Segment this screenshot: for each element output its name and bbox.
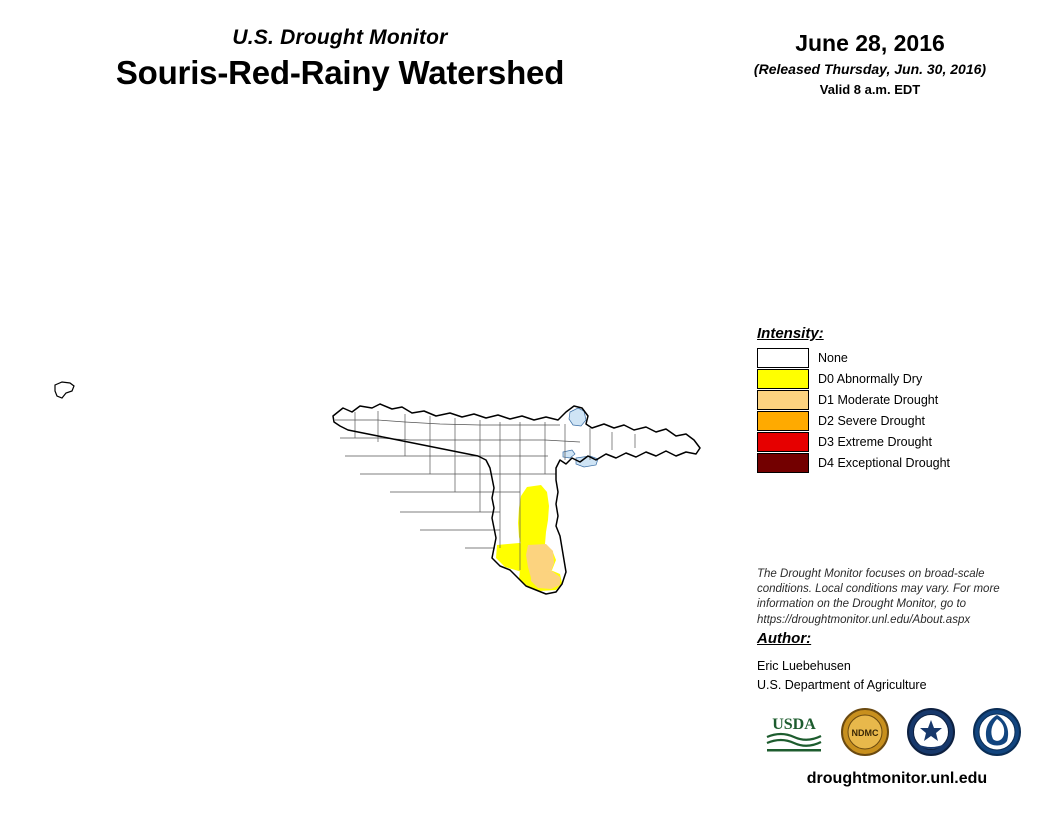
usdc-logo xyxy=(905,707,957,757)
legend-note: The Drought Monitor focuses on broad-scale conditions. Local conditions may vary. For more information on the Drought Monitor, go to https://droughtmonitor.unl.edu/About.aspx xyxy=(757,568,1000,626)
map-svg xyxy=(0,120,740,680)
legend-label-d3: D3 Extreme Drought xyxy=(818,435,932,449)
region-title: Souris-Red-Rainy Watershed xyxy=(115,54,565,91)
legend-item-d2 xyxy=(757,411,1037,431)
legend-item-d3 xyxy=(757,432,1037,452)
logo-row xyxy=(757,707,1037,759)
legend-item-d1 xyxy=(757,390,1037,410)
legend-label-d4: D4 Exceptional Drought xyxy=(818,456,951,470)
legend-swatch-d4 xyxy=(757,453,809,473)
legend-title: Intensity: xyxy=(757,325,824,342)
valid-time: Valid 8 a.m. EDT xyxy=(819,82,921,97)
legend-label-d0: D0 Abnormally Dry xyxy=(818,372,923,386)
legend-swatch-d0 xyxy=(757,369,809,389)
drought-map xyxy=(0,120,740,680)
program-title: U.S. Drought Monitor xyxy=(232,26,448,49)
author-affiliation: U.S. Department of Agriculture xyxy=(757,677,927,692)
svg-text:USDA: USDA xyxy=(772,716,816,733)
legend xyxy=(757,325,1037,474)
drought-area-d0 xyxy=(518,485,549,551)
legend-swatch-d3 xyxy=(757,432,809,452)
map-date: June 28, 2016 xyxy=(795,30,945,56)
legend-item-none xyxy=(757,348,1037,368)
ndmc-logo xyxy=(839,707,891,757)
website-url[interactable]: droughtmonitor.unl.edu xyxy=(806,770,988,787)
legend-label-d1: D1 Moderate Drought xyxy=(818,393,939,407)
release-date: (Released Thursday, Jun. 30, 2016) xyxy=(753,61,987,77)
legend-label-d2: D2 Severe Drought xyxy=(818,414,926,428)
usda-logo xyxy=(761,707,827,757)
date-block xyxy=(700,30,1040,97)
legend-swatch-none xyxy=(757,348,809,368)
legend-item-d4 xyxy=(757,453,1037,473)
title-block xyxy=(0,26,680,92)
author-block xyxy=(757,657,927,695)
legend-item-d0 xyxy=(757,369,1037,389)
legend-swatch-d2 xyxy=(757,411,809,431)
svg-text:NDMC: NDMC xyxy=(851,728,879,738)
drought-shading-layer xyxy=(496,485,562,591)
author-heading: Author: xyxy=(757,630,812,647)
author-name: Eric Luebehusen xyxy=(757,659,851,673)
noaa-logo xyxy=(971,707,1023,757)
county-lines-layer xyxy=(335,411,635,570)
legend-label-none: None xyxy=(818,351,848,365)
legend-swatch-d1 xyxy=(757,390,809,410)
map-detached-fragment xyxy=(55,382,74,398)
